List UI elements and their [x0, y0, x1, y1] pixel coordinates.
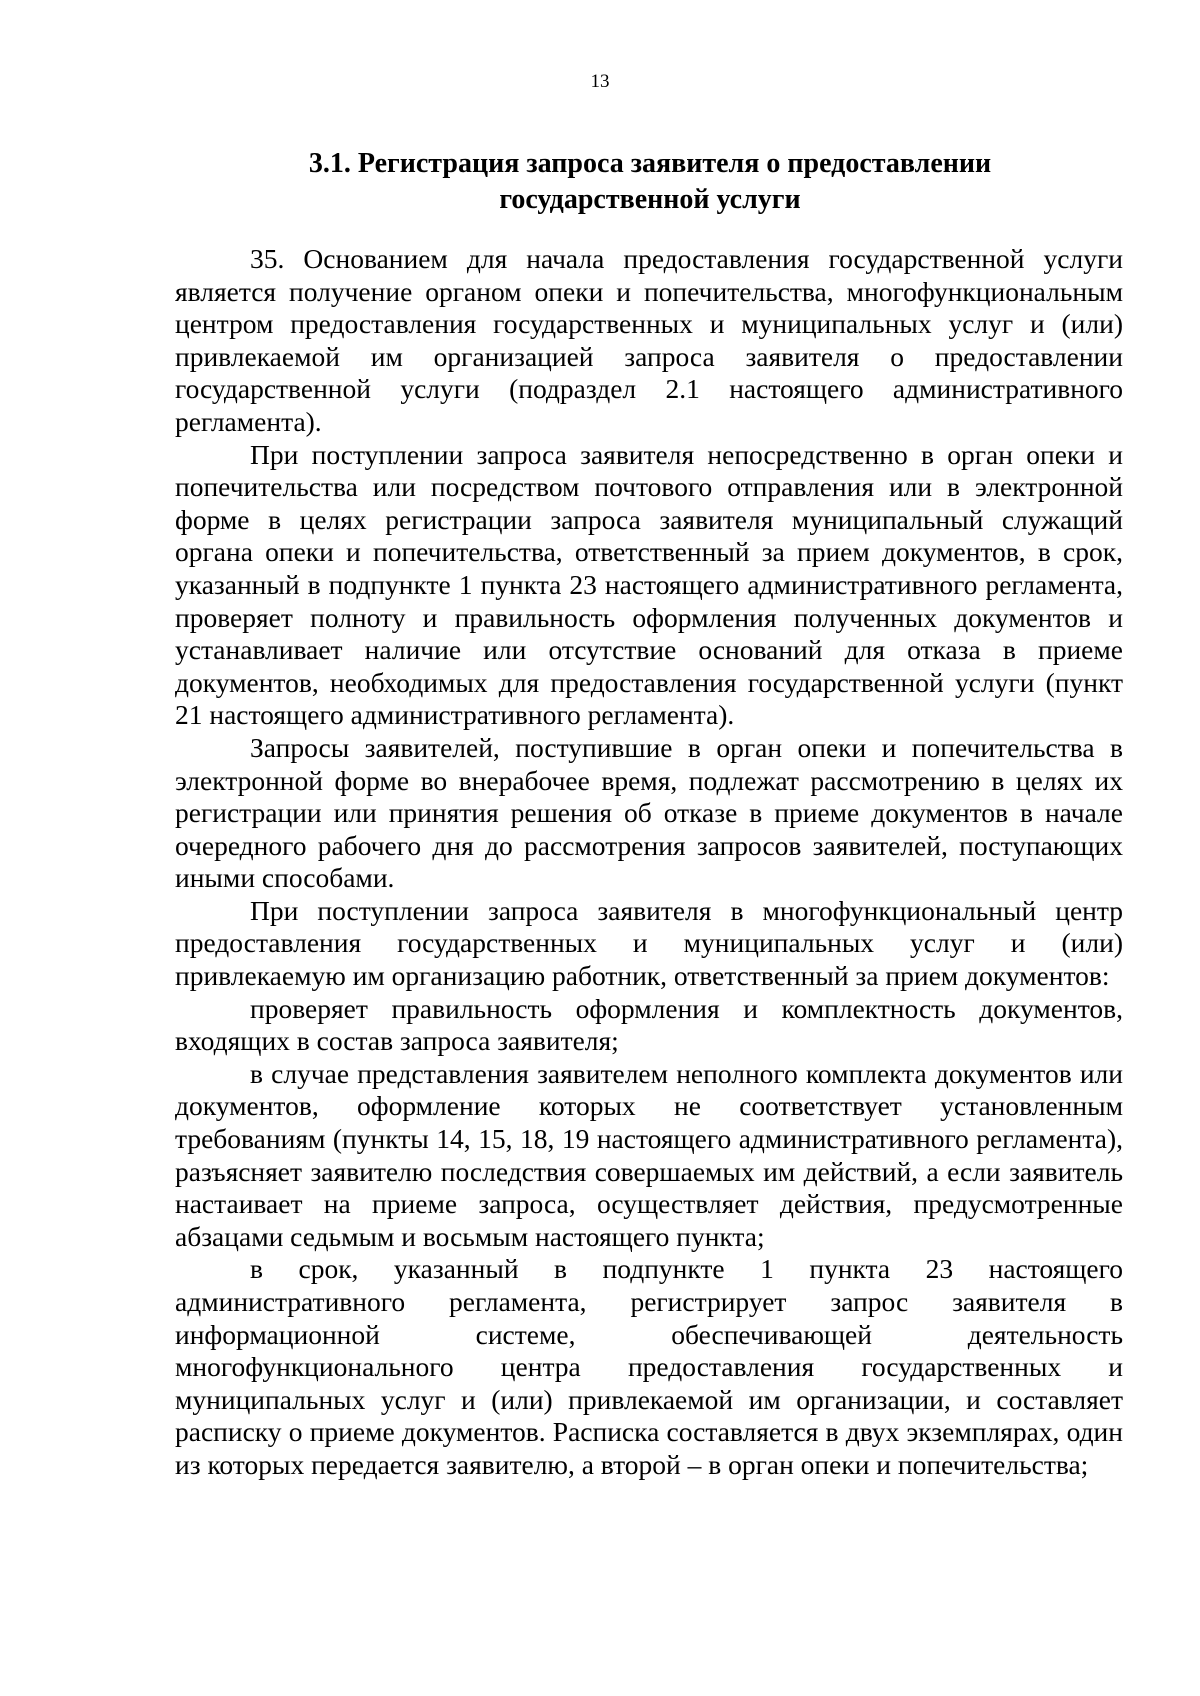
paragraph-mfc-intro: При поступлении запроса заявителя в многофункциональный центр предоставления государственных и муниципальных услуг и (или) привлекаемую им организацию работник, ответственный за прием документов:: [175, 894, 1123, 992]
paragraph-35: 35. Основанием для начала предоставления государственной услуги является получение органом опеки и попечительства, многофункциональным центром предоставления государственных и муниципальных услуг и (или) привлекаемой им организацией запроса заявителя о предоставлении государственной услуги (подраздел 2.1 настоящего административного регламента).: [175, 243, 1123, 437]
page-number: 13: [590, 71, 610, 92]
document-body: [175, 243, 1123, 1482]
paragraph-registration-receipt: в срок, указанный в подпункте 1 пункта 23 настоящего административного регламента, регистрирует запрос заявителя в информационной системе, обеспечивающей деятельность многофункционального центра предоставления государственных и муниципальных услуг и (или) привлекаемой им организации, и составляет расписку о приеме документов. Расписка составляется в двух экземплярах, один из которых передается заявителю, а второй – в орган опеки и попечительства;: [175, 1253, 1123, 1480]
paragraph-incomplete-documents: в случае представления заявителем неполного комплекта документов или документов, оформление которых не соответствует установленным требованиям (пункты 14, 15, 18, 19 настоящего административного регламента), разъясняет заявителю последствия совершаемых им действий, а если заявитель настаивает на приеме запроса, осуществляет действия, предусмотренные абзацами седьмым и восьмым настоящего пункта;: [175, 1057, 1123, 1252]
section-heading-line-1: 3.1. Регистрация запроса заявителя о предоставлении: [308, 148, 992, 179]
paragraph-non-working-hours: Запросы заявителей, поступившие в орган опеки и попечительства в электронной форме во внерабочее время, подлежат рассмотрению в целях их регистрации или принятия решения об отказе в приеме документов в начале очередного рабочего дня до рассмотрения запросов заявителей, поступающих иными способами.: [175, 731, 1123, 894]
paragraph-postal-electronic: При поступлении запроса заявителя непосредственно в орган опеки и попечительства или посредством почтового отправления или в электронной форме в целях регистрации запроса заявителя муниципальный служащий органа опеки и попечительства, ответственный за прием документов, в срок, указанный в подпункте 1 пункта 23 настоящего административного регламента, проверяет полноту и правильность оформления полученных документов и устанавливает наличие или отсутствие оснований для отказа в приеме документов, необходимых для предоставления государственной услуги (пункт 21 настоящего административного регламента).: [175, 438, 1123, 731]
section-heading-line-2: государственной услуги: [499, 184, 801, 215]
paragraph-check-documents: проверяет правильность оформления и комплектность документов, входящих в состав запроса заявителя;: [175, 992, 1123, 1057]
section-heading: [175, 146, 1125, 218]
